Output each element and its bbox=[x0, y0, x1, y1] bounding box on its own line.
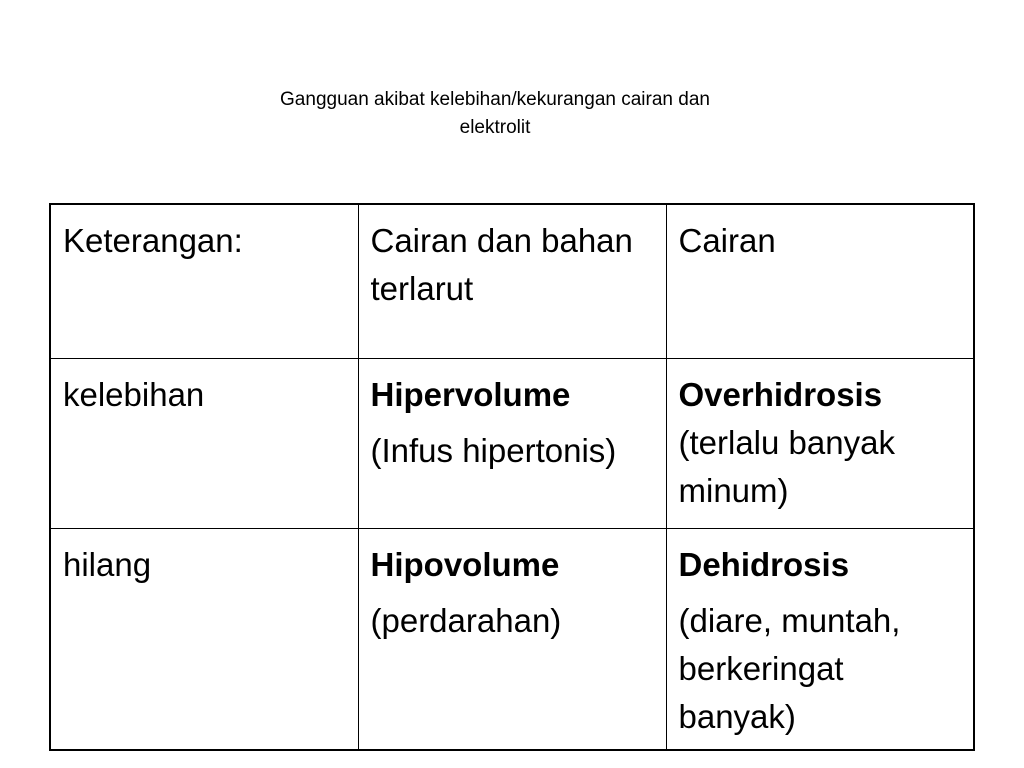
note-hipervolume: (Infus hipertonis) bbox=[370, 431, 617, 469]
row-label-hilang: hilang bbox=[63, 545, 152, 583]
table-row-kelebihan bbox=[50, 358, 974, 528]
term-hipervolume: Hipervolume bbox=[370, 375, 571, 413]
cell-hipervolume bbox=[358, 358, 666, 528]
header-cairan-bahan-text: Cairan dan bahan terlarut bbox=[370, 222, 633, 307]
slide-title-line-1: Gangguan akibat kelebihan/kekurangan cairan dan bbox=[280, 89, 710, 110]
header-cairan-text: Cairan bbox=[678, 222, 776, 259]
cell-hipovolume bbox=[358, 528, 666, 750]
header-cell-cairan bbox=[666, 204, 974, 358]
slide-title bbox=[200, 86, 790, 142]
table-header-row bbox=[50, 204, 974, 358]
row-label-cell bbox=[50, 358, 358, 528]
slide-title-line-2: elektrolit bbox=[459, 117, 531, 138]
note-hipovolume: (perdarahan) bbox=[370, 601, 562, 639]
note-overhidrosis: (terlalu banyak minum) bbox=[678, 423, 895, 509]
header-cell-keterangan bbox=[50, 204, 358, 358]
term-dehidrosis: Dehidrosis bbox=[678, 545, 850, 583]
fluid-disorder-table bbox=[49, 203, 975, 751]
row-label-cell bbox=[50, 528, 358, 750]
term-hipovolume: Hipovolume bbox=[370, 545, 560, 583]
table-row-hilang bbox=[50, 528, 974, 750]
cell-dehidrosis bbox=[666, 528, 974, 750]
note-dehidrosis: (diare, muntah, berkeringat banyak) bbox=[678, 601, 901, 735]
header-keterangan-text: Keterangan: bbox=[63, 222, 243, 259]
header-cell-cairan-bahan bbox=[358, 204, 666, 358]
row-label-kelebihan: kelebihan bbox=[63, 375, 205, 413]
term-overhidrosis: Overhidrosis bbox=[678, 375, 883, 413]
cell-overhidrosis bbox=[666, 358, 974, 528]
